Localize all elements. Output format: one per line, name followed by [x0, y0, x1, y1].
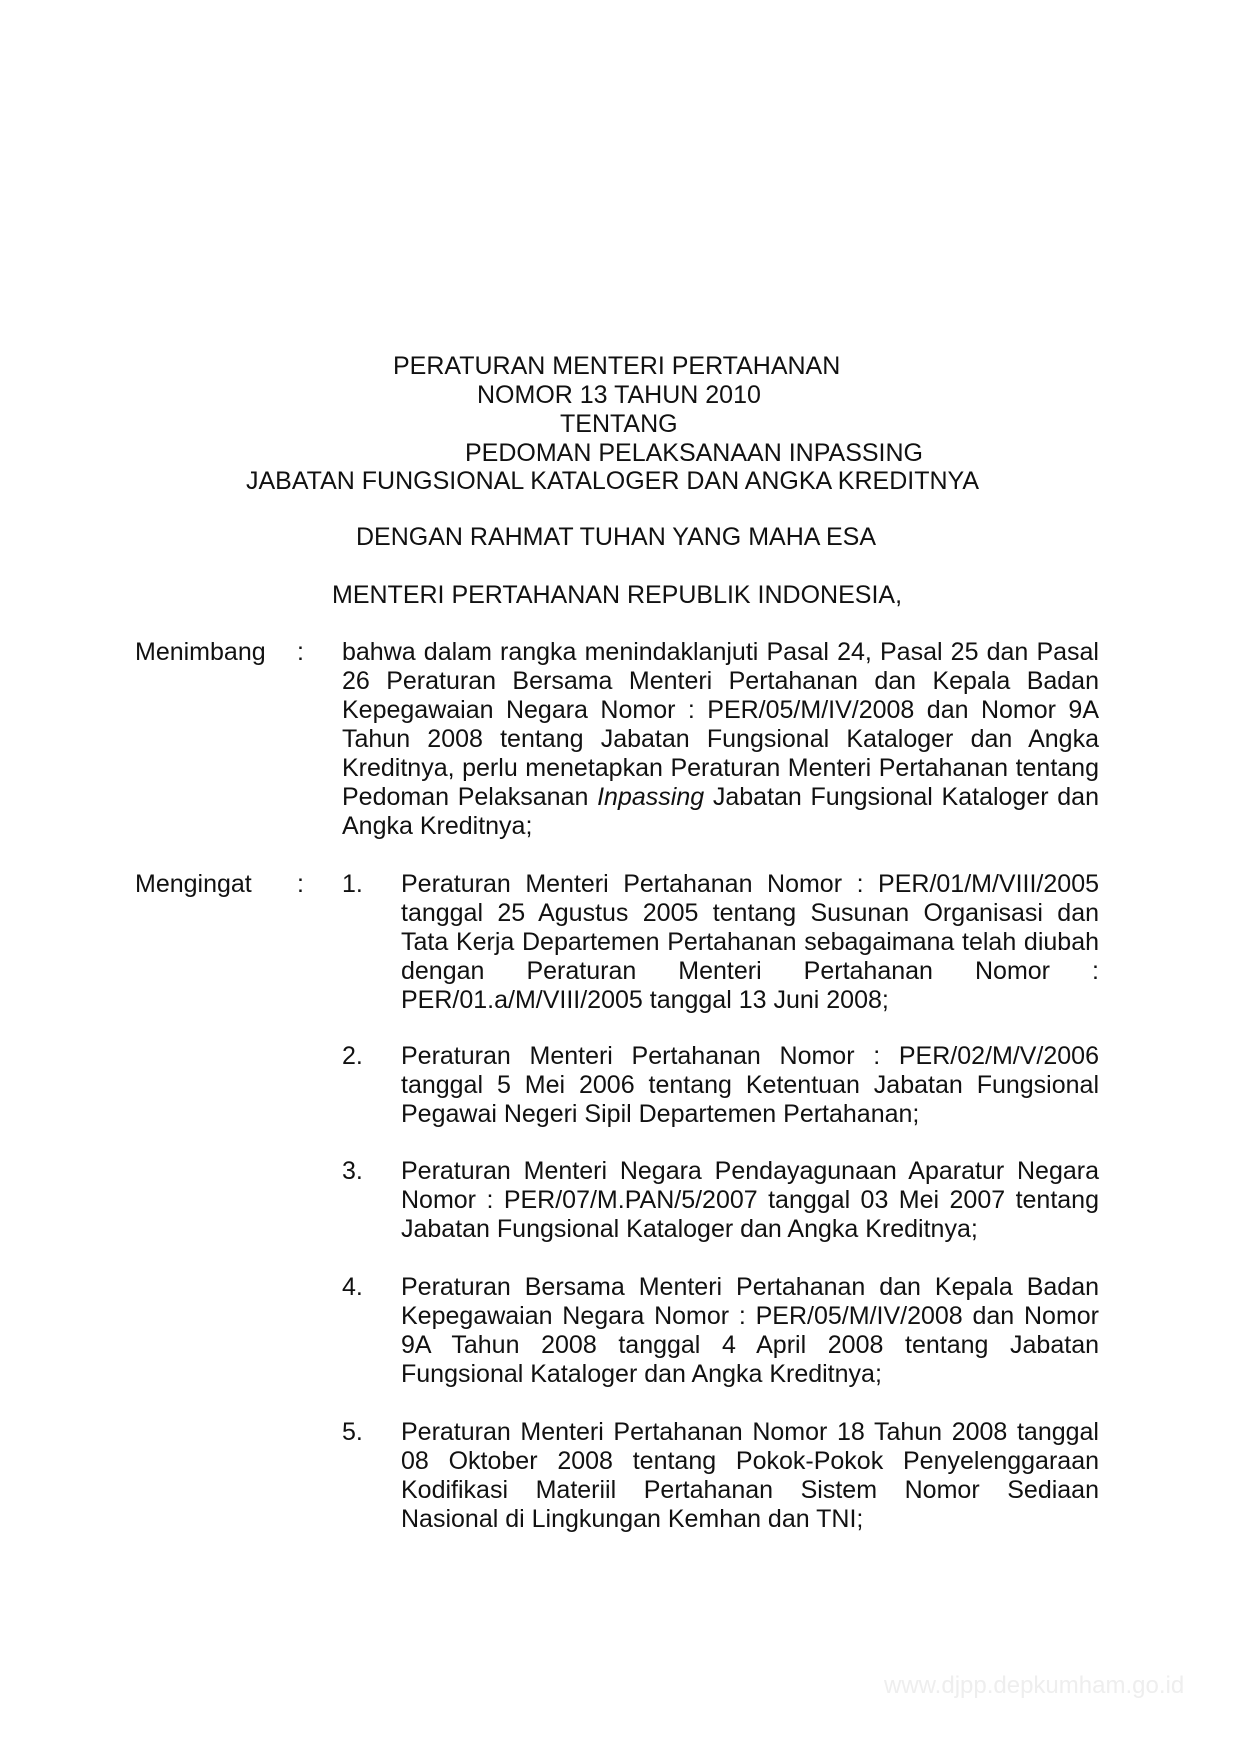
list-item-number: 3. [342, 1157, 363, 1185]
mengingat-label: Mengingat [135, 870, 252, 898]
list-item-text: Peraturan Menteri Negara Pendayagunaan Aparatur Negara Nomor : PER/07/M.PAN/5/2007 tanggal 03 Mei 2007 tentang Jabatan Fungsional Kataloger dan Angka Kreditnya; [401, 1157, 1099, 1243]
title-line-3: TENTANG [560, 410, 678, 438]
watermark-text: www.djpp.depkumham.go.id [884, 1672, 1185, 1699]
list-item-text [401, 870, 1099, 1015]
list-item-number: 1. [342, 870, 363, 898]
list-item-text-tail: PER/01.a/M/VIII/2005 tanggal 13 Juni 2008; [401, 986, 889, 1014]
menimbang-text [342, 638, 1099, 841]
title-line-2: NOMOR 13 TAHUN 2010 [477, 381, 761, 409]
menimbang-text-italic: Inpassing [597, 783, 705, 811]
blessing-line: DENGAN RAHMAT TUHAN YANG MAHA ESA [356, 523, 877, 551]
list-item-number: 2. [342, 1042, 363, 1070]
mengingat-colon: : [297, 870, 304, 898]
menimbang-text-after: Jabatan Fungsional Kataloger dan Angka Kreditnya; [342, 783, 1099, 840]
list-item-text: Peraturan Menteri Pertahanan Nomor 18 Tahun 2008 tanggal 08 Oktober 2008 tentang Pokok-Pokok Penyelenggaraan Kodifikasi Materiil Pertahanan Sistem Nomor Sediaan Nasional di Lingkungan Kemhan dan TNI; [401, 1418, 1099, 1533]
menimbang-label: Menimbang [135, 638, 266, 666]
issuer-line: MENTERI PERTAHANAN REPUBLIK INDONESIA, [332, 581, 903, 609]
list-item-number: 4. [342, 1273, 363, 1301]
list-item-text: Peraturan Menteri Pertahanan Nomor : PER/02/M/V/2006 tanggal 5 Mei 2006 tentang Ketentuan Jabatan Fungsional Pegawai Negeri Sipil Departemen Pertahanan; [401, 1042, 1099, 1128]
list-item-text: Peraturan Bersama Menteri Pertahanan dan Kepala Badan Kepegawaian Negara Nomor : PER/05/M/IV/2008 dan Nomor 9A Tahun 2008 tanggal 4 April 2008 tentang Jabatan Fungsional Kataloger dan Angka Kreditnya; [401, 1273, 1099, 1388]
list-item-text-main: Peraturan Menteri Pertahanan Nomor : PER/01/M/VIII/2005 tanggal 25 Agustus 2005 tentang Susunan Organisasi dan Tata Kerja Departemen Pertahanan sebagaimana telah diubah dengan Peraturan Menteri Pertahanan Nomor : [401, 870, 1099, 985]
title-line-5: JABATAN FUNGSIONAL KATALOGER DAN ANGKA KREDITNYA [246, 467, 980, 495]
list-item-number: 5. [342, 1418, 363, 1446]
title-line-4: PEDOMAN PELAKSANAAN INPASSING [465, 439, 923, 467]
menimbang-text-before: bahwa dalam rangka menindaklanjuti Pasal 24, Pasal 25 dan Pasal 26 Peraturan Bersama Menteri Pertahanan dan Kepala Badan Kepegawaian Negara Nomor : PER/05/M/IV/2008 dan Nomor 9A Tahun 2008 tentang Jabatan Fungsional Kataloger dan Angka Kreditnya, perlu menetapkan Peraturan Menteri Pertahanan tentang Pedoman Pelaksanan [342, 638, 1099, 811]
title-line-1: PERATURAN MENTERI PERTAHANAN [393, 352, 841, 380]
menimbang-colon: : [297, 638, 304, 666]
